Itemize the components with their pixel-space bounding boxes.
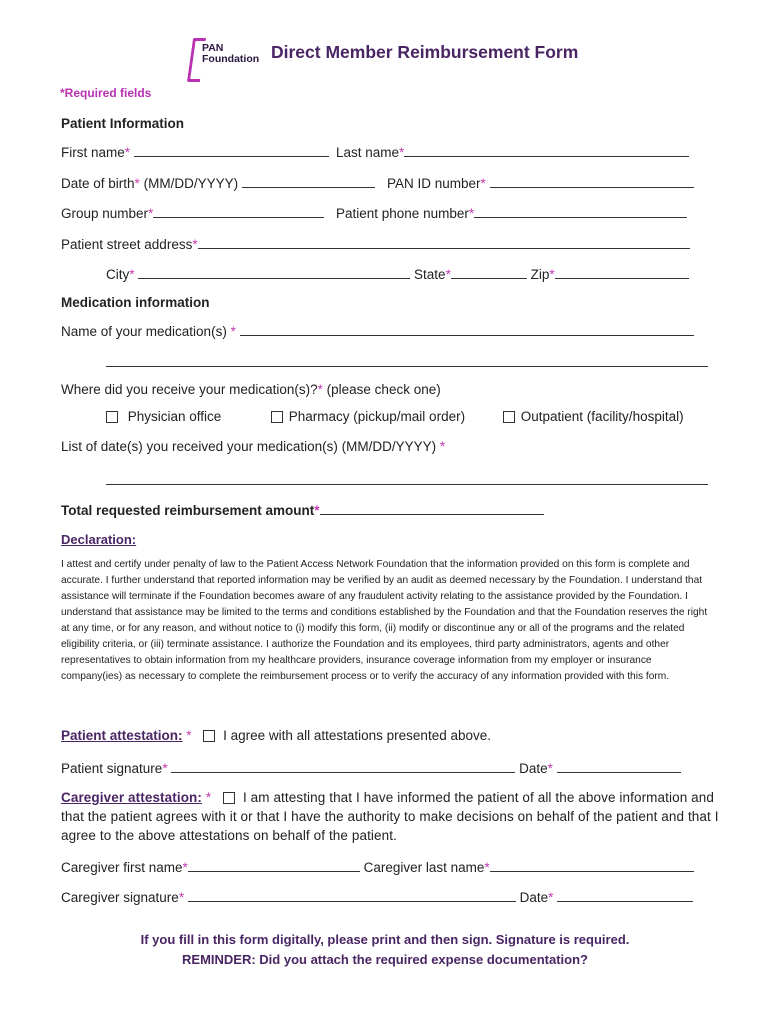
caregiver-first-name-field[interactable] <box>188 857 360 872</box>
caregiver-attestation-heading: Caregiver attestation: <box>61 790 202 805</box>
first-name-row <box>61 142 329 160</box>
where-label: Where did you receive your medication(s)? <box>61 382 318 397</box>
pharmacy-checkbox[interactable] <box>271 411 283 423</box>
required-star: * <box>148 206 154 221</box>
city-field[interactable] <box>138 264 410 279</box>
total-row <box>61 500 544 518</box>
caregiver-name-row <box>61 857 694 875</box>
first-name-field[interactable] <box>134 142 329 157</box>
required-star: * <box>314 503 320 518</box>
required-star: * <box>134 176 140 191</box>
required-star: * <box>468 206 475 221</box>
street-row <box>61 234 690 252</box>
required-star: * <box>182 860 188 875</box>
required-star: * <box>186 728 192 743</box>
total-label: Total requested reimbursement amount <box>61 503 315 518</box>
medication-name-label: Name of your medication(s) <box>61 324 227 339</box>
where-hint: (please check one) <box>326 382 441 397</box>
footer-line1: If you fill in this form digitally, please print and then sign. Signature is required. <box>140 932 630 947</box>
caregiver-date-label: Date <box>519 890 549 905</box>
patient-signature-row <box>61 758 681 776</box>
declaration-text: I attest and certify under penalty of law to the Patient Access Network Foundation that the information provided on this form is complete and accurate. I further understand that reported information may be verified by an audit as deemed necessary by the Foundation. I understand that assistance will terminate if the Foundation becomes aware of any fraudulent activity relating to the assistance provided by the Foundation. I understand that assistance may be limited to the terms and conditions established by the Foundation and that the Foundation reserves the right at any time, or for any reason, and without notice to (i) modify this form, (ii) modify or discontinue any or all of the programs and the related eligibility criteria, or (iii) terminate assistance. I authorize the Foundation and its employees, third party administrators, agents and other representatives to obtain information from my healthcare providers, insurance coverage information from my employer or insurance company(ies) as necessary to complete the reimbursement process or to verify the accuracy of any information provided with this form. <box>61 559 708 682</box>
medication-name-row <box>61 321 694 339</box>
declaration-heading: Declaration: <box>61 532 137 547</box>
dates-label: List of date(s) you received your medication(s) (MM/DD/YYYY) <box>61 439 437 454</box>
first-name-label: First name <box>61 145 125 160</box>
required-star: * <box>548 890 554 905</box>
dob-row <box>61 173 375 191</box>
required-star: * <box>547 761 553 776</box>
patient-agree-label: I agree with all attestations presented above. <box>223 728 491 743</box>
city-row <box>106 264 689 282</box>
caregiver-attestation-block <box>61 788 721 845</box>
pan-id-field[interactable] <box>490 173 694 188</box>
option-pharmacy[interactable] <box>271 409 465 424</box>
caregiver-signature-field[interactable] <box>188 887 516 902</box>
outpatient-checkbox[interactable] <box>503 411 515 423</box>
patient-signature-label: Patient signature <box>61 761 163 776</box>
pan-id-row <box>387 173 694 191</box>
patient-info-heading: Patient Information <box>61 116 185 131</box>
logo-line2: Foundation <box>202 53 260 65</box>
required-star: * <box>192 237 198 252</box>
required-star: * <box>230 324 236 339</box>
state-label: State <box>414 267 446 282</box>
footer-line2: REMINDER: Did you attach the required expense documentation? <box>182 952 588 967</box>
option-physician[interactable] <box>106 409 221 424</box>
caregiver-signature-label: Caregiver signature <box>61 890 179 905</box>
required-star: * <box>445 267 451 282</box>
caregiver-signature-row <box>61 887 693 905</box>
city-label: City <box>106 267 130 282</box>
required-star: * <box>129 267 135 282</box>
phone-field[interactable] <box>474 203 687 218</box>
caregiver-last-name-field[interactable] <box>490 857 694 872</box>
required-star: * <box>399 145 405 160</box>
outpatient-label: Outpatient (facility/hospital) <box>520 409 684 424</box>
required-star: * <box>484 860 490 875</box>
required-star: * <box>178 890 185 905</box>
caregiver-agree-checkbox[interactable] <box>223 792 235 804</box>
patient-agree-checkbox[interactable] <box>203 730 215 742</box>
pharmacy-label: Pharmacy (pickup/mail order) <box>288 409 466 424</box>
physician-checkbox[interactable] <box>106 411 118 423</box>
dob-field[interactable] <box>242 173 375 188</box>
dob-format: (MM/DD/YYYY) <box>143 176 239 191</box>
dates-row <box>61 439 445 454</box>
zip-field[interactable] <box>555 264 689 279</box>
required-star: * <box>480 176 486 191</box>
required-star: * <box>549 267 555 282</box>
required-star: * <box>317 382 323 397</box>
street-field[interactable] <box>198 234 690 249</box>
patient-attestation-heading: Patient attestation: <box>61 728 183 743</box>
caregiver-attestation-text: I am attesting that I have informed the patient of all the above information and that the patient agrees with it or that I have the authority to make decisions on behalf of the patient and that I agree to the above attestations on behalf of the patient. <box>61 790 719 843</box>
last-name-row <box>336 142 689 160</box>
logo-line1: PAN <box>202 42 224 54</box>
caregiver-first-name-label: Caregiver first name <box>61 860 183 875</box>
required-star: * <box>124 145 131 160</box>
dates-field[interactable] <box>106 470 708 485</box>
where-row <box>61 382 441 397</box>
physician-label: Physician office <box>127 409 222 424</box>
group-number-field[interactable] <box>153 203 324 218</box>
required-star: * <box>439 439 446 454</box>
medication-name-field[interactable] <box>240 321 694 336</box>
option-outpatient[interactable] <box>503 409 684 424</box>
patient-attestation-row <box>61 728 491 743</box>
phone-row <box>336 203 687 221</box>
state-field[interactable] <box>451 264 527 279</box>
medication-name-field-line2[interactable] <box>106 352 708 367</box>
last-name-field[interactable] <box>404 142 689 157</box>
patient-signature-field[interactable] <box>171 758 515 773</box>
last-name-label: Last name <box>336 145 400 160</box>
required-star: * <box>205 790 212 805</box>
street-label: Patient street address <box>61 237 193 252</box>
caregiver-last-name-label: Caregiver last name <box>363 860 485 875</box>
total-field[interactable] <box>320 500 544 515</box>
form-title: Direct Member Reimbursement Form <box>271 42 579 62</box>
medication-heading: Medication information <box>61 295 210 310</box>
group-number-label: Group number <box>61 206 149 221</box>
phone-label: Patient phone number <box>336 206 469 221</box>
pan-id-label: PAN ID number <box>387 176 481 191</box>
group-number-row <box>61 203 324 221</box>
required-note: *Required fields <box>60 86 152 100</box>
zip-label: Zip <box>530 267 550 282</box>
required-star: * <box>162 761 168 776</box>
dob-label: Date of birth <box>61 176 135 191</box>
patient-date-field[interactable] <box>557 758 681 773</box>
patient-date-label: Date <box>519 761 548 776</box>
caregiver-date-field[interactable] <box>557 887 693 902</box>
